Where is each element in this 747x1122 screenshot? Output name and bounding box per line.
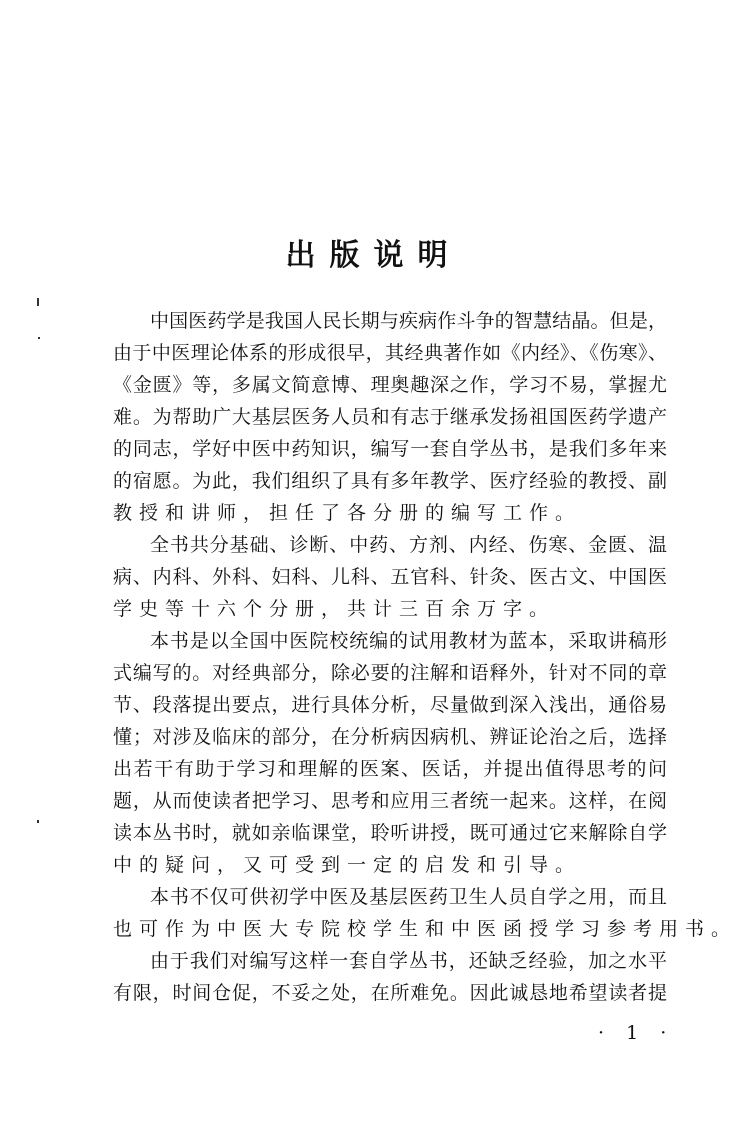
paragraph-3-line: 节、段落提出要点，进行具体分析，尽量做到深入浅出，通俗易 [113,694,667,716]
scan-mark [38,337,40,339]
paragraph-1-line: 《金匮》等，多属文简意博、理奥趣深之作，学习不易，掌握尤 [113,374,667,396]
paragraph-2-line: 病、内科、外科、妇科、儿科、五官科、针灸、医古文、中国医 [113,566,667,588]
paragraph-1-line: 中国医药学是我国人民长期与疾病作斗争的智慧结晶。但是， [150,310,667,332]
paragraph-1-line: 教授和讲师，担任了各分册的编写工作。 [113,502,582,524]
paragraph-1-line: 难。为帮助广大基层医务人员和有志于继承发扬祖国医药学遗产 [113,406,667,428]
paragraph-3-line: 读本丛书时，就如亲临课堂，聆听讲授，既可通过它来解除自学 [113,822,667,844]
scan-mark [37,298,39,306]
paragraph-5-line: 由于我们对编写这样一套自学丛书，还缺乏经验，加之水平 [150,950,667,972]
paragraph-1-line: 由于中医理论体系的形成很早，其经典著作如《内经》、《伤寒》、 [113,342,667,364]
paragraph-3-line: 式编写的。对经典部分，除必要的注解和语释外，针对不同的章 [113,662,667,684]
paragraph-3-line: 出若干有助于学习和理解的医案、医话，并提出值得思考的问 [113,758,667,780]
paragraph-3-line: 本书是以全国中医院校统编的试用教材为蓝本，采取讲稿形 [150,630,667,652]
paragraph-4-line: 也可作为中医大专院校学生和中医函授学习参考用书。 [113,918,738,940]
paragraph-5-line: 有限，时间仓促，不妥之处，在所难免。因此诚恳地希望读者提 [113,982,667,1004]
scan-mark [37,820,39,823]
paragraph-4-line: 本书不仅可供初学中医及基层医药卫生人员自学之用，而且 [150,886,667,908]
paragraph-1-line: 的同志，学好中医中药知识，编写一套自学丛书，是我们多年来 [113,438,667,460]
paragraph-3-line: 题，从而使读者把学习、思考和应用三者统一起来。这样，在阅 [113,790,667,812]
paragraph-2-line: 学史等十六个分册，共计三百余万字。 [113,598,556,620]
paragraph-1-line: 的宿愿。为此，我们组织了具有多年教学、医疗经验的教授、副 [113,470,667,492]
page-number: · 1 · [598,1022,675,1044]
paragraph-3-line: 懂；对涉及临床的部分，在分析病因病机、辨证论治之后，选择 [113,726,667,748]
paragraph-3-line: 中的疑问，又可受到一定的启发和引导。 [113,854,582,876]
page-title: 出版说明 [285,238,462,273]
paragraph-2-line: 全书共分基础、诊断、中药、方剂、内经、伤寒、金匮、温 [150,534,667,556]
